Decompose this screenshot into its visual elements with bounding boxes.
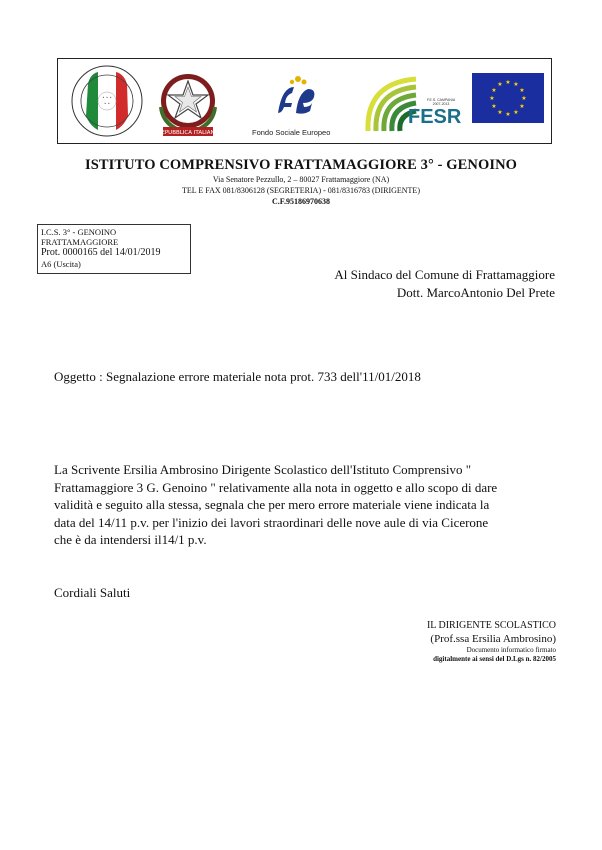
- school-phone: TEL E FAX 081/8306128 (SEGRETERIA) - 081/8316783 (DIRIGENTE): [182, 186, 420, 195]
- body-line: Frattamaggiore 3 G. Genoino " relativamente alla nota in oggetto e allo scopo di dare: [54, 479, 498, 495]
- school-seal-icon: [70, 64, 144, 138]
- svg-text:REPUBBLICA ITALIANA: REPUBBLICA ITALIANA: [157, 130, 219, 136]
- school-address: Via Senatore Pezzullo, 2 – 80027 Frattamaggiore (NA): [212, 175, 390, 184]
- fiscal-code: C.F.95186970638: [272, 197, 330, 206]
- fes-campania-label: F.E.S. CAMPANIA 2007-2013: [426, 98, 456, 106]
- school-name: ISTITUTO COMPRENSIVO FRATTAMAGGIORE 3° - GENOINO: [84, 157, 518, 173]
- svg-text:★: ★: [519, 87, 525, 94]
- closing: Cordiali Saluti: [54, 585, 131, 600]
- recipient-line-1: Al Sindaco del Comune di Frattamaggiore: [334, 267, 555, 282]
- svg-text:★: ★: [521, 95, 527, 102]
- body-line: che è da intendersi il14/1 p.v.: [54, 532, 207, 547]
- body-line: La Scrivente Ersilia Ambrosino Dirigente Scolastico dell'Istituto Comprensivo ": [54, 462, 472, 477]
- eu-flag-icon: [472, 73, 544, 123]
- fse-icon: [248, 73, 340, 123]
- republic-emblem-icon: [155, 67, 221, 139]
- italian-republic-emblem: [155, 67, 221, 139]
- body-line: validità e seguito alla stessa, segnala che per mero errore materiale viene indicata la: [54, 497, 490, 512]
- svg-text:★: ★: [489, 95, 495, 102]
- school-seal-logo: [70, 64, 144, 138]
- signature-note-1: Documento informatico firmato: [466, 646, 556, 654]
- body-line: data del 14/11 p.v. per l'inizio dei lavori straordinari delle nove aule di via Cicerone: [54, 514, 489, 530]
- signature-title: IL DIRIGENTE SCOLASTICO: [426, 620, 556, 631]
- fesr-label: FESR: [408, 106, 462, 128]
- recipient-line-2: Dott. MarcoAntonio Del Prete: [396, 285, 555, 300]
- fse-label: Fondo Sociale Europeo: [252, 128, 331, 137]
- svg-text:★: ★: [519, 103, 525, 110]
- fse-logo: [248, 73, 340, 141]
- logo-banner: [57, 58, 552, 144]
- letter-body: [54, 461, 554, 549]
- protocol-school: I.C.S. 3° - GENOINO: [41, 227, 117, 237]
- svg-text:★: ★: [491, 103, 497, 110]
- svg-text:• •: • •: [104, 101, 110, 106]
- svg-text:★: ★: [497, 109, 503, 116]
- protocol-city: FRATTAMAGGIORE: [41, 237, 119, 247]
- protocol-number: Prot. 0000165 del 14/01/2019: [41, 247, 161, 258]
- subject-line: Oggetto : Segnalazione errore materiale nota prot. 733 dell'11/01/2018: [54, 369, 421, 384]
- protocol-type: A6 (Uscita): [41, 259, 81, 269]
- protocol-stamp: [37, 224, 191, 274]
- signature-name: (Prof.ssa Ersilia Ambrosino): [430, 633, 556, 645]
- svg-text:★: ★: [497, 81, 503, 88]
- svg-text:★: ★: [505, 79, 511, 86]
- eu-flag: [472, 73, 544, 123]
- svg-text:• • •: • • •: [102, 95, 112, 100]
- svg-text:★: ★: [513, 81, 519, 88]
- svg-text:★: ★: [513, 109, 519, 116]
- fesr-logo: [362, 73, 466, 139]
- signature-note-2: digitalmente ai sensi del D.Lgs n. 82/2005: [433, 655, 556, 663]
- svg-text:★: ★: [491, 87, 497, 94]
- svg-text:★: ★: [505, 111, 511, 118]
